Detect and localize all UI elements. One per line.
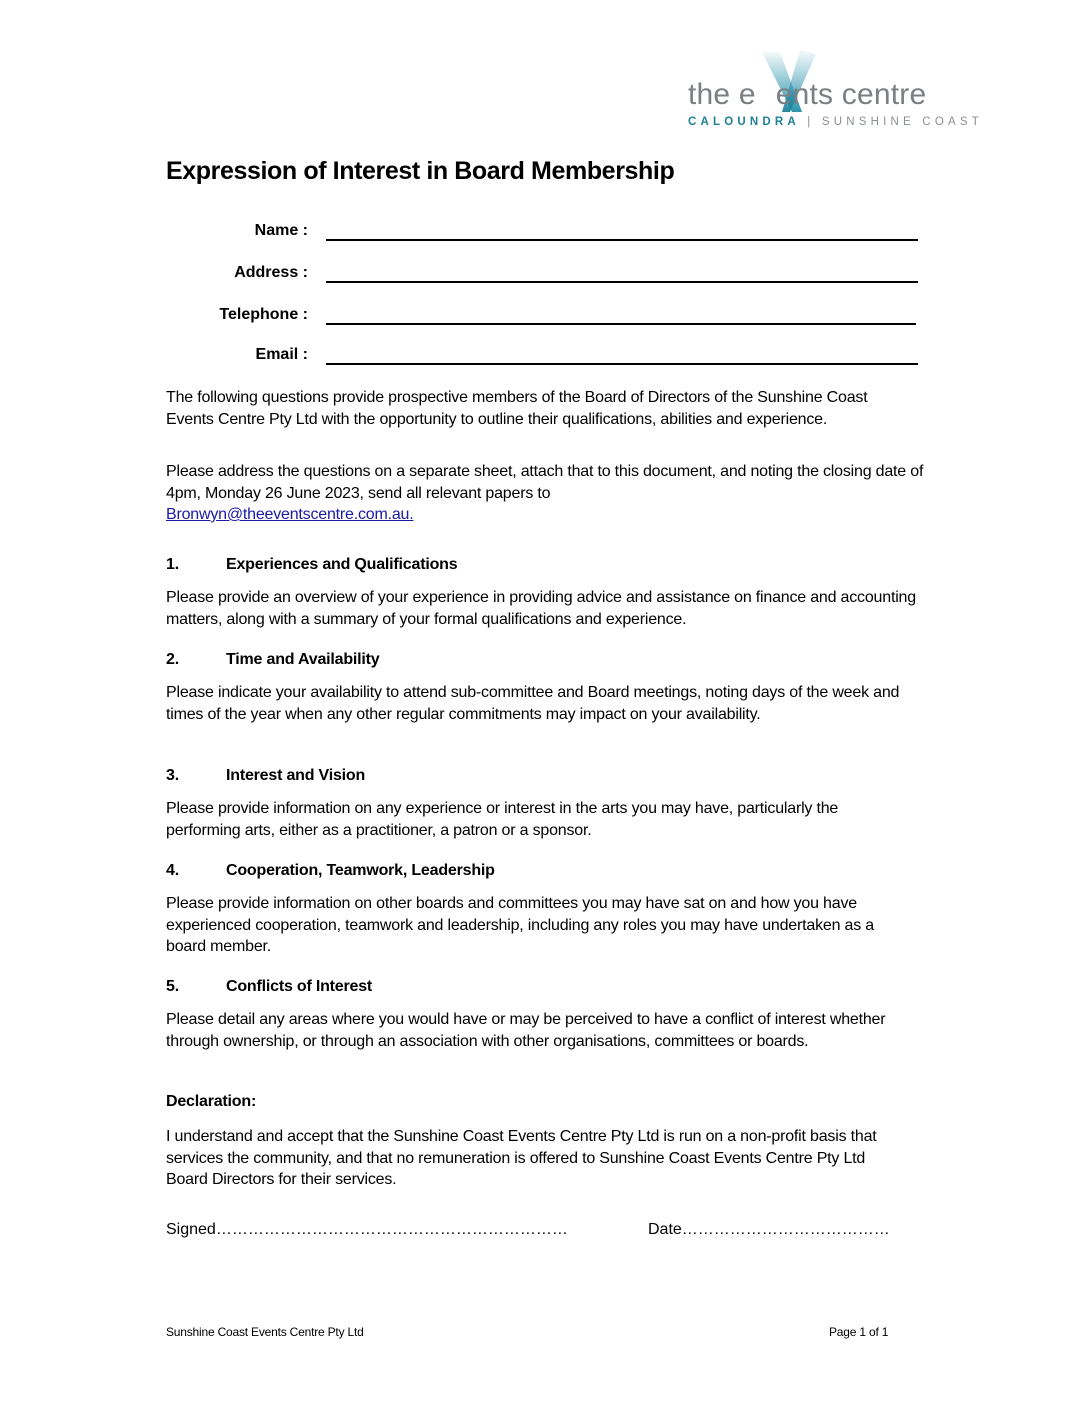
section-4-number: 4. — [166, 862, 179, 879]
section-2-number: 2. — [166, 651, 179, 668]
logo-word-prefix: the e — [688, 78, 756, 111]
telephone-label: Telephone : — [219, 306, 308, 323]
section-2-body: Please indicate your availability to attend sub-committee and Board meetings, noting days of the week and times of the year when any other regular commitments may impact on your availability. — [166, 684, 900, 723]
section-4-heading — [166, 862, 495, 880]
section-3-title: Interest and Vision — [226, 767, 366, 784]
telephone-field[interactable] — [326, 323, 916, 325]
logo-tagline-left: CALOUNDRA — [688, 116, 800, 128]
logo-word-suffix: ents centre — [775, 78, 927, 111]
declaration-body: I understand and accept that the Sunshine Coast Events Centre Pty Ltd is run on a non-profit basis that services the community, and that no remuneration is offered to Sunshine Coast Events Centre Pty Ltd Board Directors for their services. — [166, 1128, 877, 1188]
logo-tagline — [688, 116, 983, 128]
section-4-title: Cooperation, Teamwork, Leadership — [226, 862, 495, 879]
email-field[interactable] — [326, 363, 918, 365]
section-3-body: Please provide information on any experience or interest in the arts you may have, particularly the performing arts, either as a practitioner, a patron or a sponsor. — [166, 800, 839, 839]
footer-company: Sunshine Coast Events Centre Pty Ltd — [166, 1325, 364, 1339]
section-1-number: 1. — [166, 556, 179, 573]
declaration-heading: Declaration: — [166, 1093, 257, 1110]
instructions-paragraph — [166, 461, 930, 526]
logo-wordmark — [688, 78, 926, 112]
date-line[interactable]: Date………………………………… — [648, 1221, 890, 1238]
email-field-row — [150, 346, 920, 370]
section-3-number: 3. — [166, 767, 179, 784]
instructions-text: Please address the questions on a separate sheet, attach that to this document, and noting the closing date of 4pm, Monday 26 June 2023, send all relevant papers to — [166, 463, 924, 502]
contact-email-link[interactable]: Bronwyn@theeventscentre.com.au. — [166, 506, 414, 523]
intro-paragraph: The following questions provide prospective members of the Board of Directors of the Sunshine Coast Events Centre Pty Ltd with the opportunity to outline their qualifications, abilities and experience. — [166, 389, 868, 428]
section-1-body: Please provide an overview of your experience in providing advice and assistance on finance and accounting matters, along with a summary of your formal qualifications and experience. — [166, 589, 916, 628]
events-centre-logo — [686, 50, 983, 132]
section-5-heading — [166, 978, 372, 996]
footer-page-number: Page 1 of 1 — [829, 1325, 889, 1339]
name-field[interactable] — [326, 239, 918, 241]
logo-tagline-right: SUNSHINE COAST — [821, 116, 983, 128]
section-5-number: 5. — [166, 978, 179, 995]
section-2-title: Time and Availability — [226, 651, 380, 668]
section-4-body: Please provide information on other boards and committees you may have sat on and how you have experienced cooperation, teamwork and leadership, including any roles you may have undertaken as a board member. — [166, 895, 874, 955]
telephone-field-row — [150, 306, 920, 330]
section-5-body: Please detail any areas where you would have or may be perceived to have a conflict of interest whether through ownership, or through an association with other organisations, committees or boards. — [166, 1011, 886, 1050]
email-label: Email : — [255, 346, 308, 363]
section-1-heading — [166, 556, 457, 574]
section-3-heading — [166, 767, 365, 785]
address-field-row — [150, 264, 920, 288]
address-field[interactable] — [326, 281, 918, 283]
page-title: Expression of Interest in Board Membership — [166, 157, 675, 185]
signature-line[interactable]: Signed………………………………………………………… — [166, 1221, 568, 1238]
section-1-title: Experiences and Qualifications — [226, 556, 458, 573]
name-field-row — [150, 222, 920, 246]
section-5-title: Conflicts of Interest — [226, 978, 373, 995]
name-label: Name : — [254, 222, 308, 239]
section-2-heading — [166, 651, 379, 669]
address-label: Address : — [234, 264, 308, 281]
logo-tagline-separator: | — [799, 116, 822, 128]
